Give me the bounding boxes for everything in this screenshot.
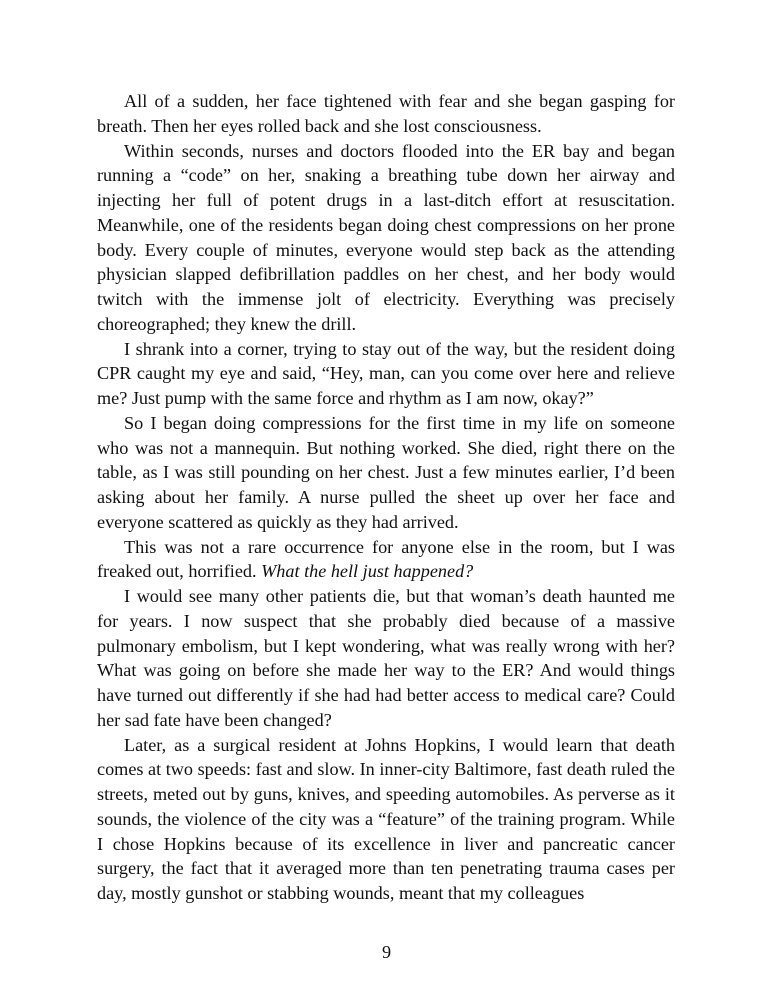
page-number: 9: [381, 942, 392, 962]
italic-thought: What the hell just happened?: [261, 561, 474, 582]
paragraph: All of a sudden, her face tightened with fear and she began gasping for breath. Then her eyes rolled back and she lost consciousness.: [97, 91, 675, 136]
paragraph: I would see many other patients die, but that woman’s death haunted me for years. I now suspect that she probably died because of a massive pulmonary embolism, but I kept wondering, what was really wrong with her? What was going on before she made her way to the ER? And would things have turned out differently if she had had better access to medical care? Could her sad fate have been changed?: [97, 586, 675, 730]
paragraph: Within seconds, nurses and doctors flooded into the ER bay and began running a “code” on her, snaking a breathing tube down her airway and injecting her full of potent drugs in a last-ditch effort at resuscitation. Meanwhile, one of the residents began doing chest compressions on her prone body. Every couple of minutes, everyone would step back as the attending physician slapped defibrillation paddles on her chest, and her body would twitch with the immense jolt of electricity. Everything was precisely choreographed; they knew the drill.: [97, 140, 675, 334]
paragraph: I shrank into a corner, trying to stay out of the way, but the resident doing CPR caught my eye and said, “Hey, man, can you come over here and relieve me? Just pump with the same force and rhythm as I am now, okay?”: [97, 338, 675, 408]
paragraph: Later, as a surgical resident at Johns Hopkins, I would learn that death comes at two speeds: fast and slow. In inner-city Baltimore, fast death ruled the streets, meted out by guns, knives, and speeding automobiles. As perverse as it sounds, the violence of the city was a “feature” of the training program. While I chose Hopkins because of its excellence in liver and pancreatic cancer surgery, the fact that it averaged more than ten penetrating trauma cases per day, mostly gunshot or stabbing wounds, meant that my colleagues: [97, 734, 675, 903]
paragraph: So I began doing compressions for the first time in my life on someone who was not a mannequin. But nothing worked. She died, right there on the table, as I was still pounding on her chest. Just a few minutes earlier, I’d been asking about her family. A nurse pulled the sheet up over her face and everyone scattered as quickly as they had arrived.: [97, 412, 675, 532]
paragraph: [97, 535, 675, 585]
paragraph-text: This was not a rare occurrence for anyone else in the room, but I was freaked out, horrified.: [97, 536, 675, 582]
page-body: [97, 89, 675, 906]
